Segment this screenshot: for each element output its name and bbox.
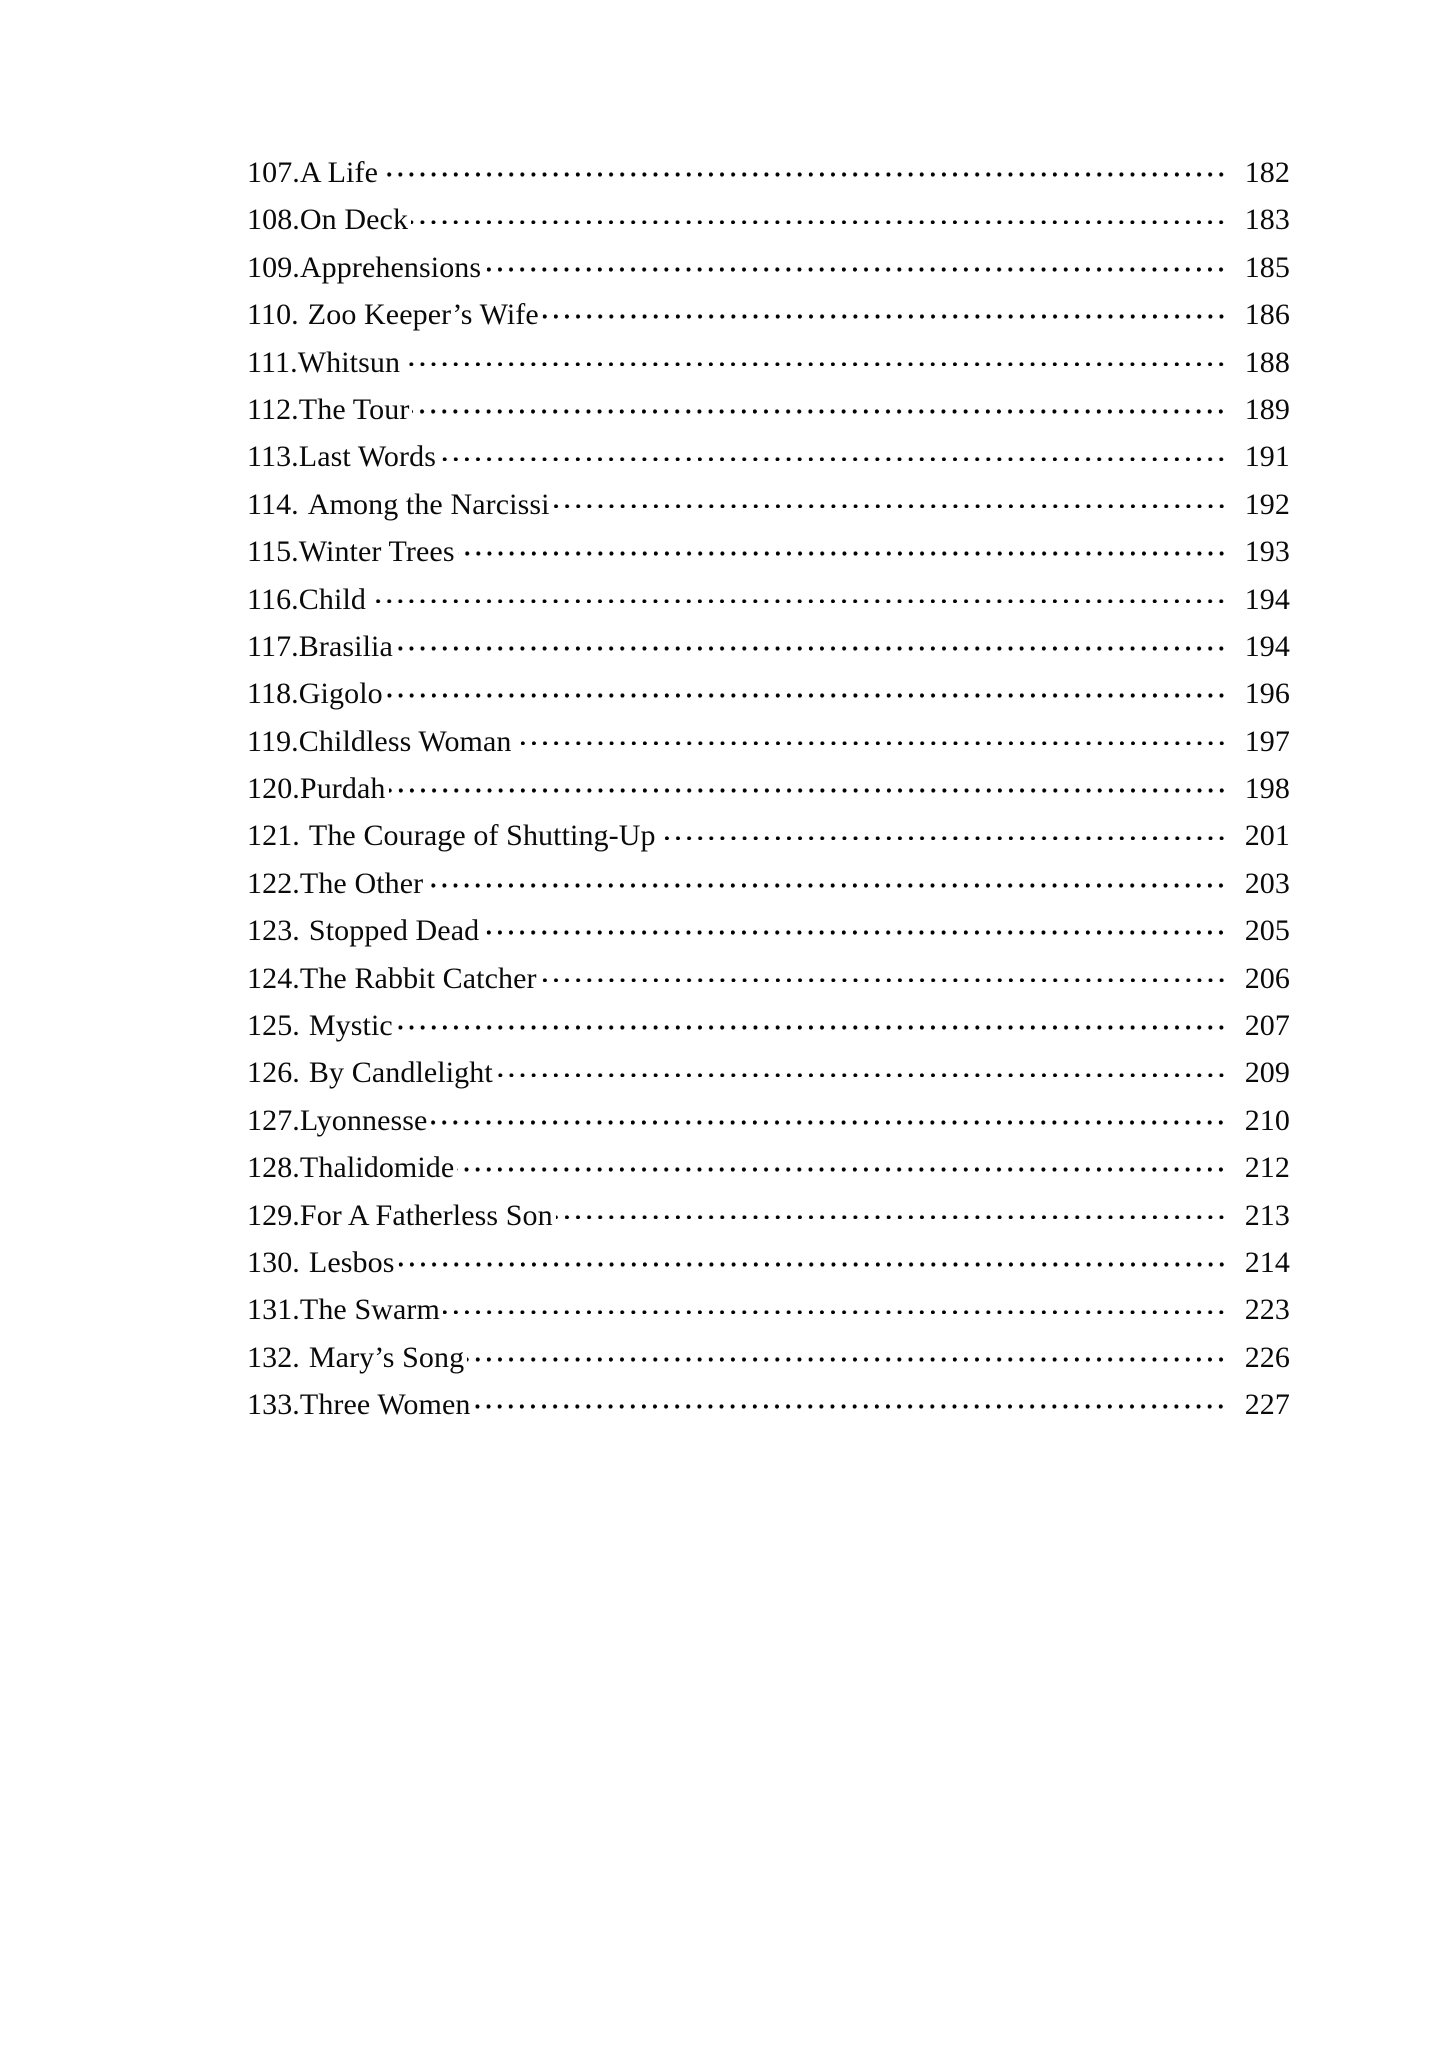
toc-entry-page-number: 183: [1244, 203, 1290, 237]
toc-entry-number: 123.: [247, 914, 300, 948]
toc-entry-number: 108.: [247, 203, 300, 237]
toc-entry[interactable]: [247, 815, 1290, 862]
toc-entry[interactable]: [247, 436, 1290, 483]
toc-leader-dots: [386, 673, 1230, 703]
toc-leader-dots: [396, 1005, 1230, 1035]
toc-entry[interactable]: [247, 910, 1290, 957]
toc-entry-title: Purdah: [299, 772, 386, 806]
toc-leader-dots: [515, 721, 1231, 751]
toc-entry-title: Apprehensions: [299, 250, 482, 284]
toc-entry[interactable]: [247, 484, 1290, 531]
toc-entry-number: 109.: [247, 250, 300, 284]
toc-leader-dots: [369, 579, 1230, 609]
toc-entry[interactable]: [247, 673, 1290, 720]
toc-entry[interactable]: [247, 958, 1290, 1005]
toc-entry-title: Three Women: [299, 1388, 471, 1422]
toc-entry-title: The Courage of Shutting-Up: [308, 819, 656, 853]
toc-entry-page-number: 189: [1244, 392, 1290, 426]
toc-entry[interactable]: [247, 531, 1290, 578]
toc-entry-number: 112.: [247, 392, 299, 426]
toc-entry[interactable]: [247, 294, 1290, 341]
toc-leader-dots: [398, 1242, 1231, 1272]
toc-entry-page-number: 188: [1244, 345, 1290, 379]
toc-leader-dots: [403, 342, 1230, 372]
toc-entry-page-number: 227: [1244, 1388, 1290, 1422]
toc-entry-title: On Deck: [299, 203, 409, 237]
toc-entry-page-number: 186: [1244, 298, 1290, 332]
toc-entry-page-number: 194: [1244, 629, 1290, 663]
toc-entry[interactable]: [247, 626, 1290, 673]
toc-entry-page-number: 194: [1244, 582, 1290, 616]
toc-entry-page-number: 201: [1244, 819, 1290, 853]
toc-leader-dots: [426, 863, 1230, 893]
toc-entry[interactable]: [247, 1147, 1290, 1194]
toc-leader-dots: [430, 1100, 1230, 1130]
toc-leader-dots: [458, 531, 1230, 561]
toc-entry-title: Whitsun: [297, 345, 401, 379]
toc-entry-number: 118.: [247, 677, 299, 711]
toc-leader-dots: [412, 389, 1230, 419]
toc-entry-page-number: 223: [1244, 1293, 1290, 1327]
toc-entry-title: The Other: [299, 866, 424, 900]
toc-entry[interactable]: [247, 152, 1290, 199]
toc-entry-number: 132.: [247, 1340, 300, 1374]
toc-entry-page-number: 191: [1244, 440, 1290, 474]
toc-entry-number: 133.: [247, 1388, 300, 1422]
toc-entry[interactable]: [247, 768, 1290, 815]
table-of-contents-list: [247, 152, 1290, 1432]
toc-entry-number: 131.: [247, 1293, 300, 1327]
toc-entry-number: 111.: [247, 345, 298, 379]
toc-entry[interactable]: [247, 1100, 1290, 1147]
toc-entry-page-number: 182: [1244, 156, 1290, 189]
toc-entry-page-number: 207: [1244, 1009, 1290, 1043]
toc-leader-dots: [542, 294, 1230, 324]
toc-entry-title: Brasilia: [298, 629, 393, 663]
toc-entry-page-number: 212: [1244, 1151, 1290, 1185]
toc-leader-dots: [659, 815, 1230, 845]
toc-entry-title: The Rabbit Catcher: [299, 961, 537, 995]
toc-entry-title: Thalidomide: [299, 1151, 455, 1185]
toc-entry-page-number: 205: [1244, 914, 1290, 948]
toc-entry-page-number: 193: [1244, 535, 1290, 569]
toc-leader-dots: [396, 626, 1230, 656]
toc-entry-page-number: 197: [1244, 724, 1290, 758]
toc-entry[interactable]: [247, 721, 1290, 768]
toc-entry-number: 125.: [247, 1009, 300, 1043]
toc-entry-title: Childless Woman: [298, 724, 512, 758]
toc-entry-title: Child: [298, 582, 366, 616]
toc-entry-title: Lyonnesse: [299, 1103, 428, 1137]
toc-entry-page-number: 226: [1244, 1340, 1290, 1374]
toc-entry[interactable]: [247, 1337, 1290, 1384]
toc-leader-dots: [411, 199, 1230, 229]
toc-entry-number: 117.: [247, 629, 299, 663]
toc-entry-number: 119.: [247, 724, 299, 758]
toc-entry-title: Gigolo: [298, 677, 383, 711]
toc-entry-title: Winter Trees: [298, 535, 455, 569]
toc-leader-dots: [443, 1289, 1230, 1319]
toc-leader-dots: [496, 1052, 1230, 1082]
toc-leader-dots: [556, 1195, 1230, 1225]
toc-entry-number: 121.: [247, 819, 300, 853]
toc-entry-number: 116.: [247, 582, 299, 616]
toc-entry-page-number: 214: [1244, 1245, 1290, 1279]
toc-entry[interactable]: [247, 579, 1290, 626]
toc-entry-number: 115.: [247, 535, 299, 569]
toc-entry[interactable]: [247, 1195, 1290, 1242]
toc-entry-page-number: 203: [1244, 866, 1290, 900]
toc-entry-number: 114.: [247, 487, 299, 521]
toc-entry-page-number: 192: [1244, 487, 1290, 521]
toc-leader-dots: [439, 436, 1230, 466]
toc-entry-page-number: 196: [1244, 677, 1290, 711]
toc-entry-number: 110.: [247, 298, 299, 332]
toc-leader-dots: [389, 768, 1231, 798]
toc-entry-title: The Swarm: [299, 1293, 440, 1327]
toc-entry-page-number: 185: [1244, 250, 1290, 284]
toc-entry-title: Last Words: [298, 440, 436, 474]
toc-entry[interactable]: [247, 863, 1290, 910]
toc-leader-dots: [540, 958, 1230, 988]
toc-entry-number: 127.: [247, 1103, 300, 1137]
toc-leader-dots: [482, 910, 1230, 940]
toc-entry-title: Stopped Dead: [308, 914, 480, 948]
toc-entry[interactable]: [247, 199, 1290, 246]
toc-entry-title: By Candlelight: [308, 1056, 493, 1090]
toc-entry-number: 124.: [247, 961, 300, 995]
toc-entry[interactable]: [247, 1289, 1290, 1336]
toc-entry-page-number: 213: [1244, 1198, 1290, 1232]
toc-leader-dots: [553, 484, 1230, 514]
toc-entry[interactable]: [247, 342, 1290, 389]
toc-entry-page-number: 210: [1244, 1103, 1290, 1137]
toc-entry-number: 120.: [247, 772, 300, 806]
toc-entry-number: 129.: [247, 1198, 300, 1232]
toc-entry-number: 107.: [247, 156, 300, 189]
toc-entry-number: 113.: [247, 440, 299, 474]
toc-leader-dots: [484, 247, 1230, 277]
toc-entry-title: Lesbos: [308, 1245, 395, 1279]
toc-leader-dots: [473, 1384, 1230, 1414]
toc-entry-title: Zoo Keeper’s Wife: [307, 298, 539, 332]
toc-entry-number: 126.: [247, 1056, 300, 1090]
toc-entry-number: 122.: [247, 866, 300, 900]
toc-entry[interactable]: [247, 247, 1290, 294]
toc-entry-title: Among the Narcissi: [307, 487, 550, 521]
toc-entry-page-number: 198: [1244, 772, 1290, 806]
toc-entry-title: For A Fatherless Son: [299, 1198, 553, 1232]
toc-entry[interactable]: [247, 389, 1290, 436]
toc-entry-title: A Life: [299, 156, 378, 189]
toc-leader-dots: [457, 1147, 1230, 1177]
toc-entry[interactable]: [247, 1052, 1290, 1099]
toc-leader-dots: [467, 1337, 1230, 1367]
toc-entry[interactable]: [247, 1005, 1290, 1052]
toc-leader-dots: [381, 152, 1230, 182]
toc-entry-page-number: 206: [1244, 961, 1290, 995]
toc-entry[interactable]: [247, 1384, 1290, 1431]
toc-entry-number: 128.: [247, 1151, 300, 1185]
toc-entry-title: Mystic: [308, 1009, 393, 1043]
toc-entry-page-number: 209: [1244, 1056, 1290, 1090]
toc-entry-number: 130.: [247, 1245, 300, 1279]
toc-entry-title: The Tour: [298, 392, 410, 426]
toc-entry-title: Mary’s Song: [308, 1340, 465, 1374]
toc-entry[interactable]: [247, 1242, 1290, 1289]
